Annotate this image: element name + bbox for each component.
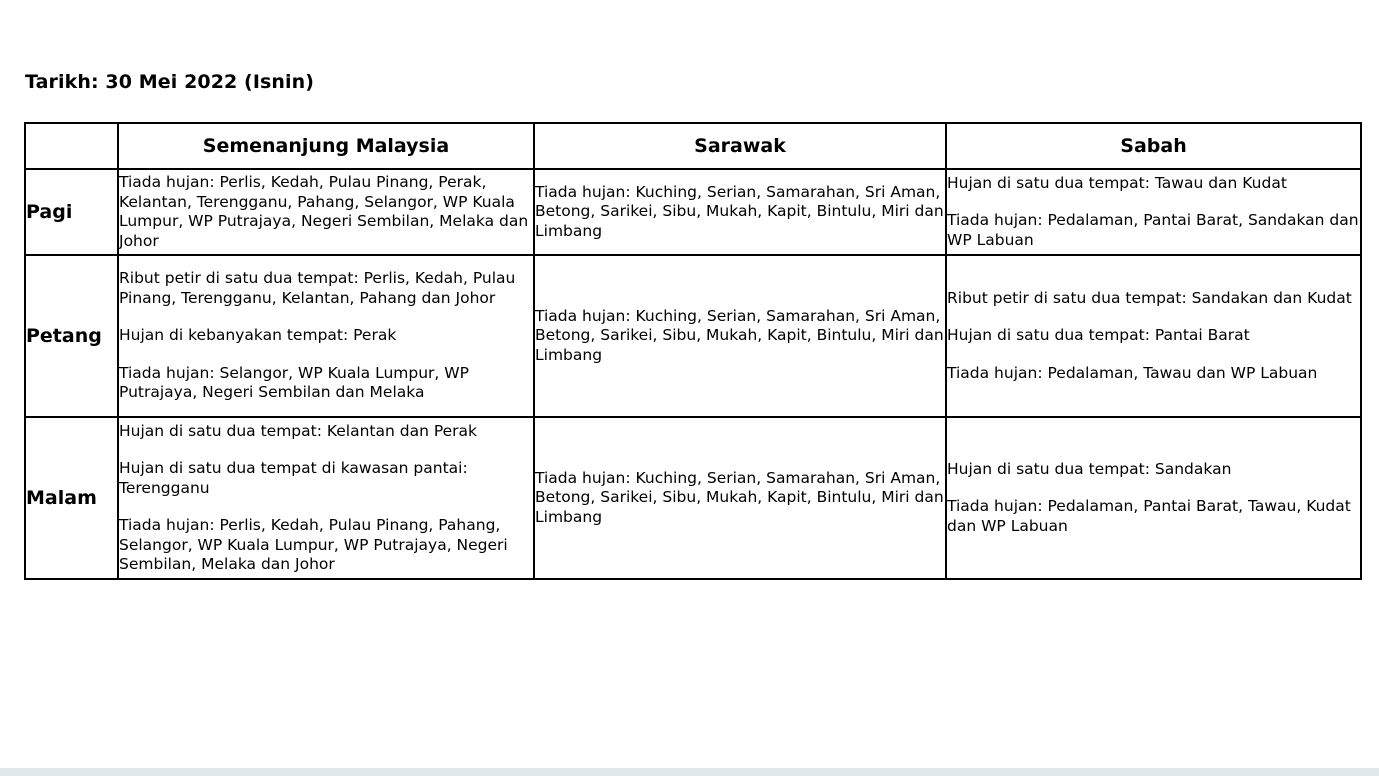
cell-pagi-sarawak (534, 169, 946, 255)
empty-corner-cell (25, 123, 118, 169)
weather-forecast-table (24, 122, 1362, 580)
table-header-row (25, 123, 1361, 169)
period-label-pagi: Pagi (25, 169, 118, 255)
header-sabah: Sabah (946, 123, 1361, 169)
bottom-edge-strip (0, 768, 1379, 776)
forecast-line: Hujan di kebanyakan tempat: Perak (119, 326, 397, 345)
forecast-line: Tiada hujan: Kuching, Serian, Samarahan, Sri Aman, Betong, Sarikei, Sibu, Mukah, Kapit, Bintulu, Miri dan Limbang (535, 306, 944, 364)
forecast-line: Tiada hujan: Pedalaman, Pantai Barat, Sandakan dan WP Labuan (947, 211, 1359, 249)
forecast-line: Tiada hujan: Perlis, Kedah, Pulau Pinang, Perak, Kelantan, Terengganu, Pahang, Selangor, WP Kuala Lumpur, WP Putrajaya, Negeri Sembilan, Melaka dan Johor (119, 173, 529, 250)
forecast-line: Tiada hujan: Selangor, WP Kuala Lumpur, WP Putrajaya, Negeri Sembilan dan Melaka (119, 363, 469, 402)
cell-petang-sarawak (534, 255, 946, 417)
forecast-line: Tiada hujan: Perlis, Kedah, Pulau Pinang, Pahang, Selangor, WP Kuala Lumpur, WP Putrajaya, Negeri Sembilan, Melaka dan Johor (119, 516, 508, 573)
cell-pagi-sabah (946, 169, 1361, 255)
forecast-line: Hujan di satu dua tempat: Sandakan (947, 459, 1232, 478)
header-semenanjung: Semenanjung Malaysia (118, 123, 534, 169)
date-heading: Tarikh: 30 Mei 2022 (Isnin) (25, 71, 315, 93)
cell-pagi-semenanjung (118, 169, 534, 255)
forecast-line: Ribut petir di satu dua tempat: Perlis, Kedah, Pulau Pinang, Terengganu, Kelantan, Pahang dan Johor (119, 269, 516, 307)
table-row-pagi (25, 169, 1361, 255)
period-label-petang: Petang (25, 255, 118, 417)
forecast-line: Tiada hujan: Pedalaman, Tawau dan WP Labuan (947, 363, 1318, 382)
cell-malam-semenanjung (118, 417, 534, 579)
table-row-petang (25, 255, 1361, 417)
table-row-malam (25, 417, 1361, 579)
forecast-line: Ribut petir di satu dua tempat: Sandakan dan Kudat (947, 288, 1352, 307)
forecast-line: Tiada hujan: Pedalaman, Pantai Barat, Tawau, Kudat dan WP Labuan (947, 497, 1351, 535)
cell-petang-semenanjung (118, 255, 534, 417)
forecast-line: Hujan di satu dua tempat: Pantai Barat (947, 326, 1250, 345)
forecast-line: Tiada hujan: Kuching, Serian, Samarahan, Sri Aman, Betong, Sarikei, Sibu, Mukah, Kapit, Bintulu, Miri dan Limbang (535, 182, 944, 240)
cell-malam-sarawak (534, 417, 946, 579)
period-label-malam: Malam (25, 417, 118, 579)
cell-petang-sabah (946, 255, 1361, 417)
header-sarawak: Sarawak (534, 123, 946, 169)
forecast-line: Tiada hujan: Kuching, Serian, Samarahan, Sri Aman, Betong, Sarikei, Sibu, Mukah, Kapit, Bintulu, Miri dan Limbang (535, 468, 944, 526)
forecast-line: Hujan di satu dua tempat: Tawau dan Kudat (947, 173, 1287, 192)
cell-malam-sabah (946, 417, 1361, 579)
forecast-line: Hujan di satu dua tempat di kawasan pantai: Terengganu (119, 459, 468, 497)
forecast-line: Hujan di satu dua tempat: Kelantan dan Perak (119, 421, 478, 440)
